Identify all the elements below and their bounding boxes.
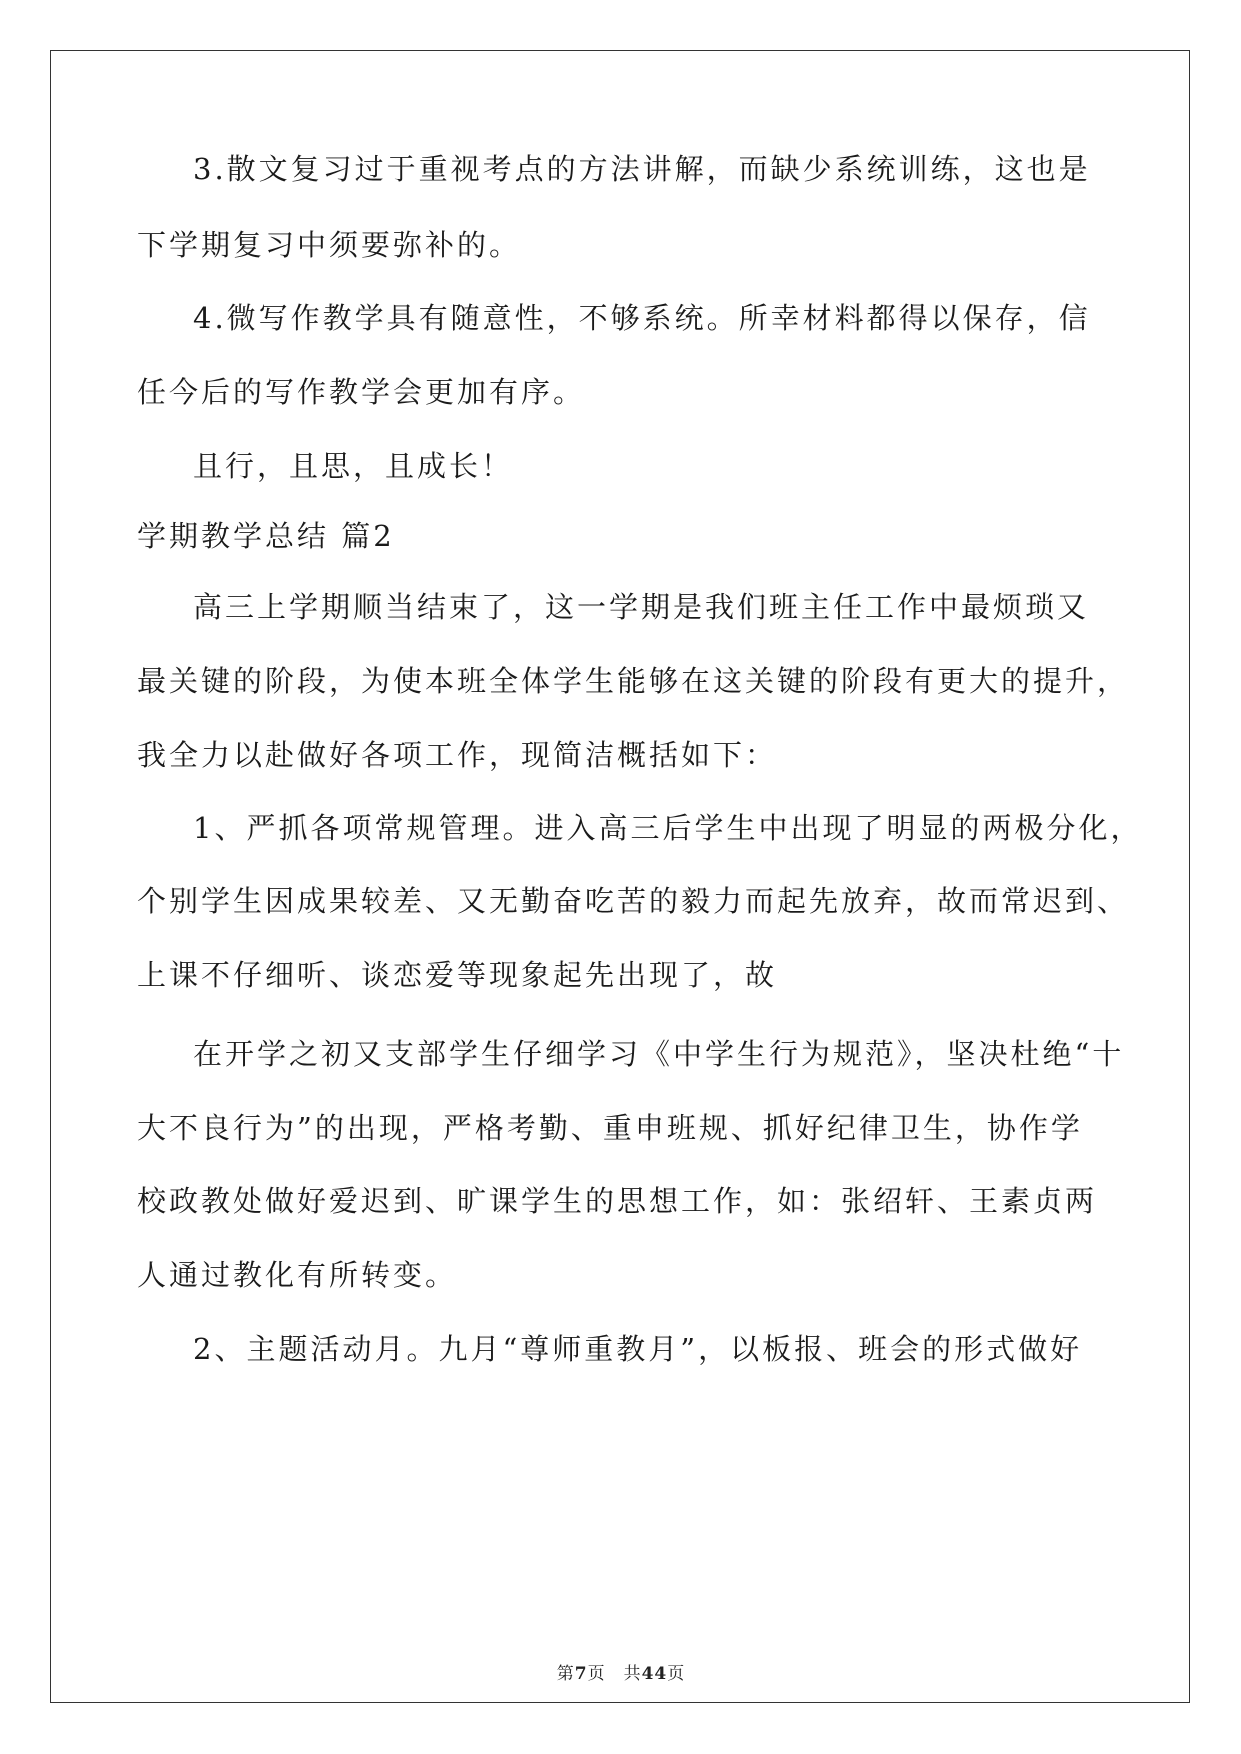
page-footer: [51, 1663, 1191, 1685]
text-line: 最关键的阶段，为使本班全体学生能够在这关键的阶段有更大的提升，: [137, 664, 1130, 698]
total-pages-number: 44: [641, 1664, 668, 1684]
text-line: 任今后的写作教学会更加有序。: [137, 375, 586, 409]
text-line: 4.微写作教学具有随意性，不够系统。所幸材料都得以保存，信: [193, 301, 1091, 335]
text-line: 人通过教化有所转变。: [137, 1258, 458, 1292]
text-line: 校政教处做好爱迟到、旷课学生的思想工作，如：张绍轩、王素贞两: [137, 1184, 1098, 1218]
page-frame: [50, 50, 1190, 1703]
text-line: 我全力以赴做好各项工作，现简洁概括如下：: [137, 738, 778, 772]
current-page-number: 7: [574, 1664, 588, 1684]
section-heading: 学期教学总结 篇2: [137, 519, 395, 553]
text-line: 上课不仔细听、谈恋爱等现象起先出现了，故: [137, 958, 778, 992]
footer-suffix: 页: [667, 1664, 686, 1684]
text-line: 个别学生因成果较差、又无勤奋吃苦的毅力而起先放弃，故而常迟到、: [137, 884, 1130, 918]
text-line: 在开学之初又支部学生仔细学习《中学生行为规范》，坚决杜绝“十: [193, 1037, 1125, 1071]
text-line: 3.散文复习过于重视考点的方法讲解，而缺少系统训练，这也是: [193, 152, 1091, 186]
text-line: 大不良行为”的出现，严格考勤、重申班规、抓好纪律卫生，协作学: [137, 1111, 1083, 1145]
text-line: 下学期复习中须要弥补的。: [137, 228, 522, 262]
footer-mid: 页 共: [587, 1664, 642, 1684]
text-line: 2、主题活动月。九月“尊师重教月”，以板报、班会的形式做好: [193, 1332, 1083, 1366]
text-line: 高三上学期顺当结束了，这一学期是我们班主任工作中最烦琐又: [193, 590, 1090, 624]
text-line: 且行，且思，且成长！: [193, 449, 514, 483]
text-line: 1、严抓各项常规管理。进入高三后学生中出现了明显的两极分化，: [193, 811, 1143, 845]
footer-prefix: 第: [556, 1664, 575, 1684]
